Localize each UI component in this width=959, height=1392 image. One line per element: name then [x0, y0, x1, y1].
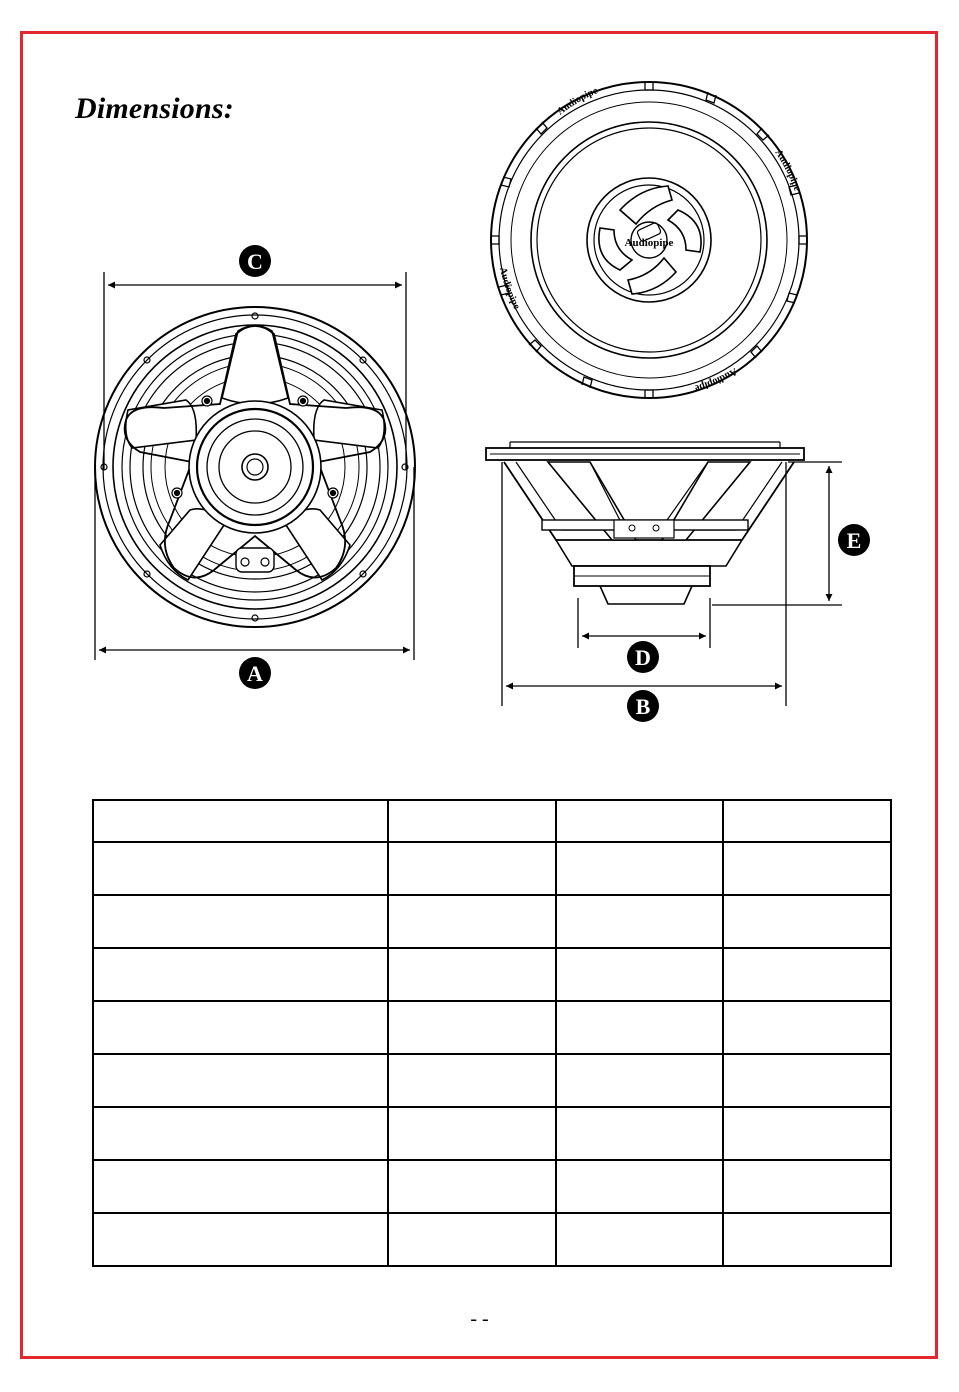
svg-text:B: B [635, 694, 651, 719]
svg-text:A: A [247, 661, 263, 686]
page-title: Dimensions: [75, 92, 234, 125]
speaker-front-view-icon [95, 307, 415, 627]
table-cell [723, 1160, 891, 1213]
speaker-top-view-icon [491, 82, 807, 398]
center-brand-logo: Audiopipe [624, 237, 674, 249]
table-row [93, 1213, 891, 1266]
table-cell [93, 1160, 388, 1213]
table-header-cell [723, 800, 891, 842]
table-cell [723, 895, 891, 948]
table-cell [556, 1160, 723, 1213]
dimension-label-d [627, 641, 659, 673]
table-cell [556, 948, 723, 1001]
dimension-label-c [239, 245, 271, 277]
table-header-cell [388, 800, 556, 842]
page-number: - - [470, 1308, 489, 1330]
speaker-side-view-icon [486, 442, 804, 604]
table-header-cell [556, 800, 723, 842]
table-row [93, 948, 891, 1001]
rim-brand-right: Audiopipe [772, 147, 803, 193]
table-cell [556, 895, 723, 948]
table-cell [556, 842, 723, 895]
table-cell [723, 842, 891, 895]
table-cell [93, 1107, 388, 1160]
table-cell [556, 1213, 723, 1266]
table-cell [388, 1160, 556, 1213]
dimension-label-b [627, 690, 659, 722]
table-cell [93, 1001, 388, 1054]
table-row [93, 1107, 891, 1160]
table-cell [723, 1213, 891, 1266]
table-cell [556, 1107, 723, 1160]
dimensions-table [92, 799, 892, 1267]
svg-text:C: C [247, 249, 263, 274]
rim-brand-bottom: Audiopipe [693, 365, 740, 394]
table-cell [388, 1107, 556, 1160]
table-row [93, 895, 891, 948]
table-cell [723, 948, 891, 1001]
dimension-label-a [239, 657, 271, 689]
table-cell [93, 842, 388, 895]
table-cell [93, 1054, 388, 1107]
table-cell [93, 1213, 388, 1266]
table-cell [556, 1001, 723, 1054]
table-cell [388, 1001, 556, 1054]
table-cell [388, 1054, 556, 1107]
table-header-cell [93, 800, 388, 842]
table-cell [388, 1213, 556, 1266]
table-cell [93, 895, 388, 948]
table-row [93, 1054, 891, 1107]
table-row [93, 1160, 891, 1213]
table-cell [93, 948, 388, 1001]
rim-brand-top: Audiopipe [555, 85, 600, 118]
table-cell [723, 1054, 891, 1107]
table-cell [723, 1107, 891, 1160]
table-header-row [93, 800, 891, 842]
table-cell [388, 895, 556, 948]
dimension-label-e [838, 524, 870, 556]
table-cell [388, 948, 556, 1001]
svg-text:E: E [846, 528, 862, 553]
table-row [93, 842, 891, 895]
table-cell [388, 842, 556, 895]
table-cell [723, 1001, 891, 1054]
rim-brand-left: Audiopipe [497, 266, 523, 312]
svg-text:D: D [635, 645, 651, 670]
table-cell [556, 1054, 723, 1107]
table-row [93, 1001, 891, 1054]
